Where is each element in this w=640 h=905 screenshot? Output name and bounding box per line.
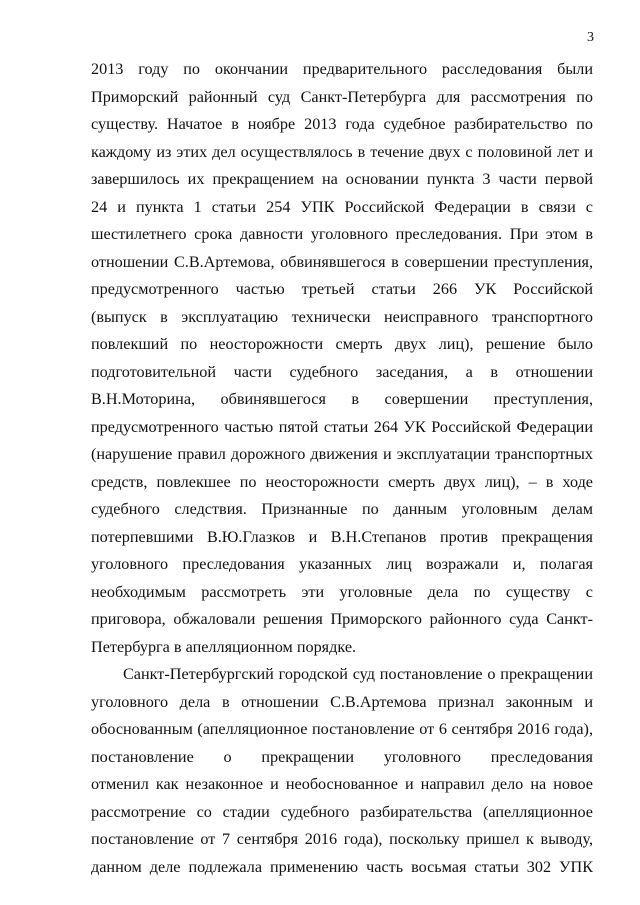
text-line: отменил как незаконное и необоснованное и направил дело на новое	[91, 775, 593, 793]
text-line: Петербурга в апелляционном порядке.	[91, 637, 357, 656]
text-line: Приморский районный суд Санкт-Петербурга для рассмотрения по	[91, 87, 593, 106]
text-line: уголовного преследования указанных лиц возражали и, полагая	[91, 555, 593, 573]
text-line: (выпуск в эксплуатацию технически неисправного транспортного	[91, 307, 593, 326]
text-line: рассмотрение со стадии судебного разбирательства (апелляционное	[91, 802, 593, 821]
text-line: постановление о прекращении уголовного преследования	[91, 747, 593, 766]
text-line: (нарушение правил дорожного движения и эксплуатации транспортных	[91, 445, 593, 463]
text-line: В.Н.Моторина, обвинявшегося в совершении преступления,	[91, 390, 593, 408]
text-line: предусмотренного частью третьей статьи 266 УК Российской	[91, 280, 593, 298]
text-line: шестилетнего срока давности уголовного преследования. При этом в	[91, 225, 593, 243]
text-line: предусмотренного частью пятой статьи 264 УК Российской Федерации	[91, 417, 593, 436]
text-line: потерпевшими В.Ю.Глазков и В.Н.Степанов против прекращения	[91, 527, 593, 546]
text-line: обоснованным (апелляционное постановление от 6 сентября 2016 года),	[91, 720, 593, 738]
text-line: приговора, обжаловали решения Приморского районного суда Санкт-	[91, 610, 593, 628]
text-line: повлекший по неосторожности смерть двух лиц), решение было	[91, 335, 593, 353]
text-line: подготовительной части судебного заседания, а в отношении	[91, 362, 593, 381]
text-line: 2013 году по окончании предварительного расследования были	[91, 60, 593, 78]
document-body	[91, 56, 593, 881]
text-line: существу. Начатое в ноябре 2013 года судебное разбирательство по	[91, 115, 593, 133]
text-line: каждому из этих дел осуществлялось в течение двух с половиной лет и	[91, 142, 593, 161]
text-line: Санкт-Петербургский городской суд постановление о прекращении	[123, 665, 593, 683]
text-line: отношении С.В.Артемова, обвинявшегося в совершении преступления,	[91, 252, 593, 271]
text-line: постановление от 7 сентября 2016 года), поскольку пришел к выводу,	[91, 830, 593, 848]
paragraph-2	[91, 661, 593, 881]
text-line: уголовного дела в отношении С.В.Артемова признал законным и	[91, 692, 593, 711]
paragraph-1	[91, 56, 593, 661]
text-line: средств, повлекшее по неосторожности смерть двух лиц), – в ходе	[91, 472, 593, 491]
text-line: завершилось их прекращением на основании пункта 3 части первой	[91, 170, 593, 188]
page-number: 3	[587, 30, 594, 45]
text-line: данном деле подлежала применению часть восьмая статьи 302 УПК	[91, 857, 593, 876]
text-line: 24 и пункта 1 статьи 254 УПК Российской Федерации в связи с	[91, 197, 593, 216]
text-line: судебного следствия. Признанные по данным уголовным делам	[91, 500, 593, 518]
text-line: необходимым рассмотреть эти уголовные дела по существу с	[91, 582, 593, 601]
